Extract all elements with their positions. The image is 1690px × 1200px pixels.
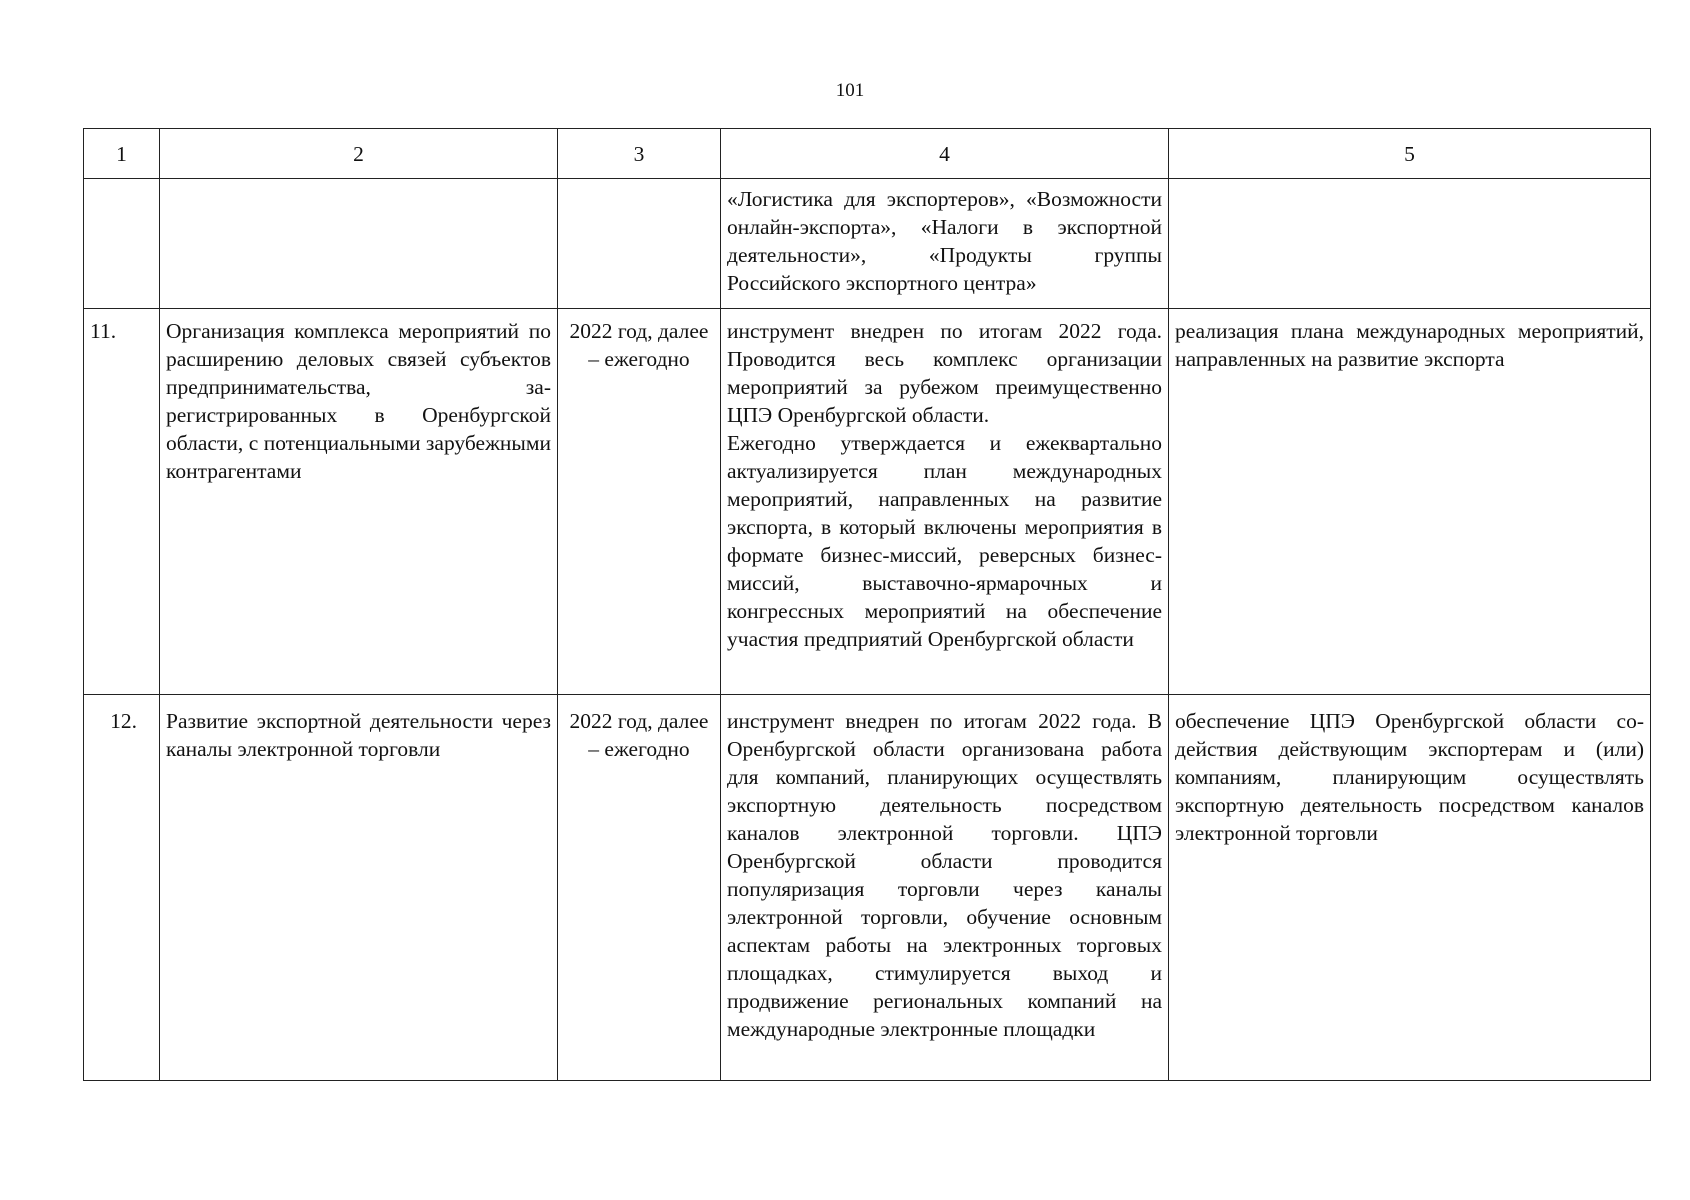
row-event: Развитие экспортной деятельности через каналы электронной торговли	[160, 695, 558, 1081]
continuation-description-cell: «Логистика для экспортеров», «Возможности онлайн-экспорта», «Налоги в экспортной деятельности», «Продукты группы Российского экспортного центра»	[721, 179, 1169, 309]
table-row-continuation	[84, 179, 1651, 309]
column-header-1: 1	[84, 129, 160, 179]
table-row-12	[84, 695, 1651, 1081]
column-header-3: 3	[558, 129, 721, 179]
column-header-5: 5	[1169, 129, 1651, 179]
row-event: Организация комплекса мероприятий по расширению деловых связей субъектов предпринимательства, зарегистрированных в Оренбургской области, с потенциальными зарубежными контрагентами	[160, 309, 558, 695]
row-result: обеспечение ЦПЭ Оренбургской области содействия действующим экспортерам и (или) компаниям, планирующим осуществлять экспортную деятельность посредством каналов электронной торговли	[1169, 695, 1651, 1081]
row-description-paragraph-1: инструмент внедрен по итогам 2022 года. Проводится весь комплекс организации мероприятий за рубежом преимущественно ЦПЭ Оренбургской области.	[727, 319, 1162, 427]
column-header-4: 4	[721, 129, 1169, 179]
row-description-paragraph-2: Ежегодно утверждается и ежеквартально актуализируется план международных мероприятий, направленных на развитие экспорта, в который включены мероприятия в формате бизнес-миссий, реверсных бизнес-миссий, выставочно-ярмарочных и конгрессных мероприятий на обеспечение участия предприятий Оренбургской области	[727, 431, 1162, 651]
continuation-event-cell	[160, 179, 558, 309]
row-term: 2022 год, далее – ежегодно	[558, 309, 721, 695]
table-header-row	[84, 129, 1651, 179]
row-result: реализация плана международных мероприятий, направленных на развитие экспорта	[1169, 309, 1651, 695]
measures-table	[83, 128, 1651, 1081]
continuation-number-cell	[84, 179, 160, 309]
row-description	[721, 309, 1169, 695]
table-row-11	[84, 309, 1651, 695]
continuation-result-cell	[1169, 179, 1651, 309]
row-number: 11.	[84, 309, 160, 695]
column-header-2: 2	[160, 129, 558, 179]
page-number: 101	[835, 80, 865, 101]
continuation-term-cell	[558, 179, 721, 309]
row-term: 2022 год, далее – ежегодно	[558, 695, 721, 1081]
row-number: 12.	[84, 695, 160, 1081]
row-description: инструмент внедрен по итогам 2022 года. В Оренбургской области организована работа для компаний, планирующих осуществлять экспортную деятельность посредством каналов электронной торговли. ЦПЭ Оренбургской области проводится популяризация торговли через каналы электронной торговли, обучение основным аспектам работы на электронных торговых площадках, стимулируется выход и продвижение региональных компаний на международные электронные площадки	[721, 695, 1169, 1081]
